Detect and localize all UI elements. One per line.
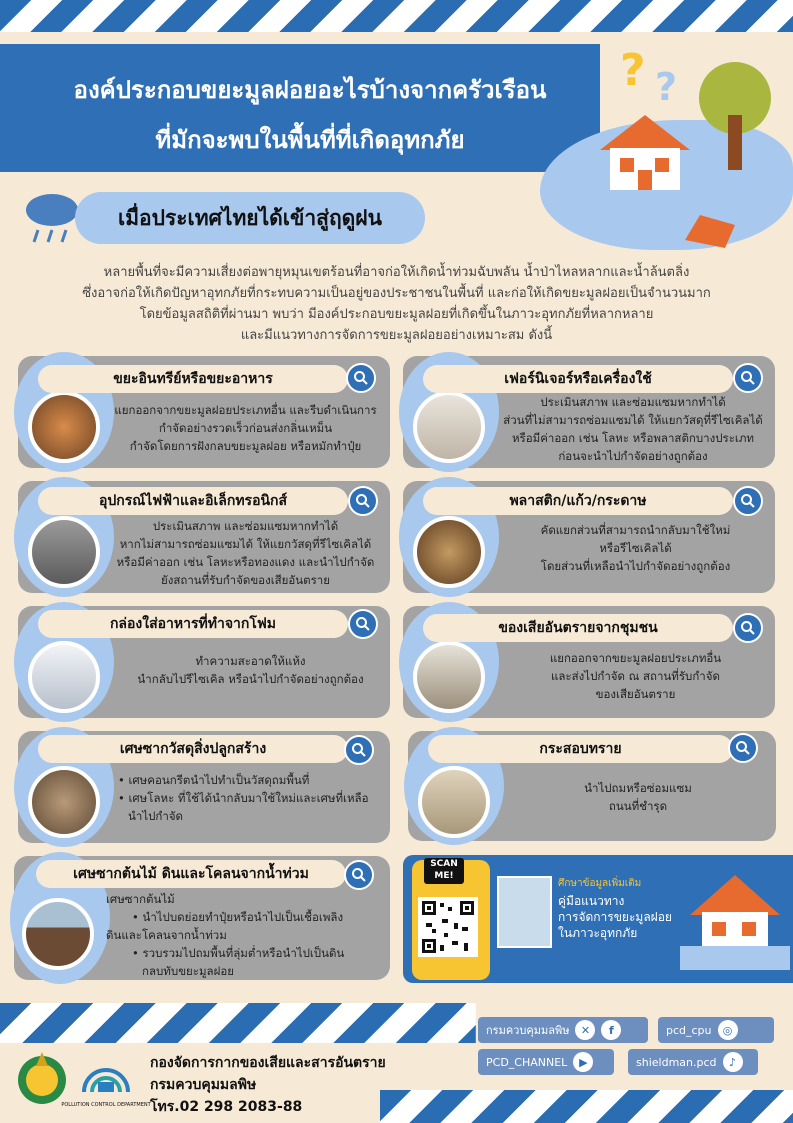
bullet-text: • เศษคอนกรีตนำไปทำเป็นวัสดุถมพื้นที่ [118,773,310,787]
youtube-handle[interactable]: PCD_CHANNEL ▶ [478,1049,614,1075]
card-title: กล่องใส่อาหารที่ทำจากโฟม [38,610,348,638]
card-text: นำไปถมหรือซ่อมแซม [584,781,692,795]
page-title-line2: ที่มักจะพบในพื้นที่ที่เกิดอุทกภัย [155,126,465,154]
magnifier-icon [344,735,374,765]
card-text: หรือมีค่าออก เช่น โลหะหรือทองแดง และนำไปกำจัด [116,555,375,569]
appliance-photo [28,516,100,588]
svg-text:?: ? [655,65,678,109]
card-title: อุปกรณ์ไฟฟ้าและอิเล็กทรอนิกส์ [38,487,348,515]
card-title: ขยะอินทรีย์หรือขยะอาหาร [38,365,348,393]
sandbag-photo [418,766,490,838]
card-title: เศษซากต้นไม้ ดินและโคลนจากน้ำท่วม [36,860,346,888]
sofa-photo [413,391,485,463]
org-department: กรมควบคุมมลพิษ [150,1077,257,1093]
card-foam-box [18,606,390,718]
card-title: ของเสียอันตรายจากชุมชน [423,614,733,642]
instagram-handle[interactable]: pcd_cpu ◎ [658,1017,774,1043]
bullet-text: • นำไปบดย่อยทำปุ๋ยหรือนำไปเป็นเชื้อเพลิง [132,910,344,924]
food-waste-photo [28,391,100,463]
card-plastic-glass-paper [403,481,775,593]
card-text: แยกออกจากขยะมูลฝอยประเภทอื่น และรีบดำเนินการ [114,403,377,417]
card-household-hazardous [403,606,775,718]
card-text: ดินและโคลนจากน้ำท่วม [106,928,227,942]
more-info-label: ศึกษาข้อมูลเพิ่มเติม [558,878,642,889]
debris-photo [28,766,100,838]
card-text: และส่งไปกำจัด ณ สถานที่รับกำจัด [551,669,720,683]
card-text: ทำความสะอาดให้แห้ง [195,654,306,668]
youtube-icon: ▶ [573,1052,593,1072]
intro-line: หลายพื้นที่จะมีความเสี่ยงต่อพายุหมุนเขตร้อนที่อาจก่อให้เกิดน้ำท่วมฉับพลัน น้ำป่าไหลหลากและน้ำล้นตลิ่ง [103,265,690,280]
magnifier-icon [344,860,374,890]
card-text: หรือมีค่าออก เช่น โลหะ หรือพลาสติกบางประเภท [511,431,755,445]
card-text: หากไม่สามารถซ่อมแซมได้ ให้แยกวัสดุที่รีไซเคิลได้ [119,537,372,551]
magnifier-icon [348,609,378,639]
magnifier-icon [728,733,758,763]
recyclables-photo [413,516,485,588]
card-text: ประเมินสภาพ และซ่อมแซมหากทำได้ [152,519,339,533]
card-text: โดยส่วนที่เหลือนำไปกำจัดอย่างถูกต้อง [540,559,731,573]
tiktok-handle[interactable]: shieldman.pcd ♪ [628,1049,758,1075]
scan-me-label: SCAN ME! [424,858,464,884]
facebook-x-handle[interactable]: กรมควบคุมมลพิษ ✕ f [478,1017,648,1043]
tiktok-icon: ♪ [723,1052,743,1072]
card-construction-debris [18,731,390,843]
card-tree-soil-mud [14,856,390,980]
floating-sofa-icon [680,210,740,250]
bullet-text: • รวบรวมไปถมพื้นที่ลุ่มต่ำหรือนำไปเป็นดิน [132,946,345,960]
bottom-stripe-band [380,1090,793,1123]
card-title: กระสอบทราย [428,735,733,763]
season-heading: เมื่อประเทศไทยได้เข้าสู่ฤดูฝน [75,192,425,244]
top-stripe-band [0,0,793,32]
rain-cloud-icon [22,190,82,245]
manual-title: คู่มือแนวทาง การจัดการขยะมูลฝอย ในภาวะอุทกภัย [558,894,672,940]
org-division: กองจัดการกากของเสียและสารอันตราย [150,1055,386,1071]
card-electronics [18,481,390,593]
card-furniture [403,356,775,468]
magnifier-icon [733,613,763,643]
mud-field-photo [22,898,94,970]
svg-text:?: ? [620,45,646,96]
bullet-text: กลบทับขยะมูลฝอย [142,964,234,978]
magnifier-icon [733,486,763,516]
card-text: หรือรีไซเคิลได้ [599,541,672,555]
pcd-logo [61,1052,151,1112]
card-text: ของเสียอันตราย [595,687,676,701]
org-phone: โทร.02 298 2083-88 [150,1099,303,1115]
tree-icon [690,60,780,170]
card-text: ถนนที่ชำรุด [608,799,668,813]
card-text: คัดแยกส่วนที่สามารถนำกลับมาใช้ใหม่ [540,523,731,537]
card-text: เศษซากต้นไม้ [106,892,175,906]
facebook-icon: f [601,1020,621,1040]
card-title: เศษซากวัสดุสิ่งปลูกสร้าง [38,735,348,763]
intro-paragraph [40,262,753,346]
magnifier-icon [733,363,763,393]
card-title: เฟอร์นิเจอร์หรือเครื่องใช้ [423,365,733,393]
page-title-line1: องค์ประกอบขยะมูลฝอยอะไรบ้างจากครัวเรือน [73,76,547,104]
question-mark-icon [615,40,695,110]
card-text: นำกลับไปรีไซเคิล หรือนำไปกำจัดอย่างถูกต้อง [137,672,364,686]
intro-line: ซึ่งอาจก่อให้เกิดปัญหาอุทกภัยที่กระทบความเป็นอยู่ของประชาชนในพื้นที่ และก่อให้เกิดขยะมูลฝอยเป็นจำนวนมาก [82,286,711,301]
magnifier-icon [348,486,378,516]
card-text: กำจัดโดยการฝังกลบขยะมูลฝอย หรือหมักทำปุ๋ย [129,439,362,453]
bullet-text: นำไปกำจัด [128,809,184,823]
card-text: แยกออกจากขยะมูลฝอยประเภทอื่น [549,651,722,665]
card-text: ส่วนที่ไม่สามารถซ่อมแซมได้ ให้แยกวัสดุที่รีไซเคิลได้ [503,413,763,427]
card-sandbags [408,731,776,841]
foam-box-photo [28,641,100,713]
card-title: พลาสติก/แก้ว/กระดาษ [423,487,733,515]
card-text: ประเมินสภาพ และซ่อมแซมหากทำได้ [540,395,726,409]
card-text: ยังสถานที่รับกำจัดของเสียอันตราย [160,573,331,587]
card-organic-waste [18,356,390,468]
qr-code[interactable] [418,897,478,957]
manual-cover-thumbnail[interactable] [497,876,552,948]
ministry-seal-logo [14,1048,70,1108]
instagram-icon: ◎ [718,1020,738,1040]
bullet-text: • เศษโลหะ ที่ใช้ได้นำกลับมาใช้ใหม่และเศษที่เหลือ [118,791,369,805]
intro-line: โดยข้อมูลสถิติที่ผ่านมา พบว่า มีองค์ประกอบขยะมูลฝอยที่เกิดขึ้นในภาวะอุทกภัยที่หลากหลาย [139,307,654,322]
magnifier-icon [346,363,376,393]
flooded-house-icon [680,860,790,970]
pcd-logo-caption: POLLUTION CONTROL DEPARTMENT [61,1102,151,1108]
x-icon: ✕ [575,1020,595,1040]
card-text: ก่อนจะนำไปกำจัดอย่างถูกต้อง [558,449,708,463]
card-text: กำจัดอย่างรวดเร็วก่อนส่งกลิ่นเหม็น [158,421,333,435]
intro-line: และมีแนวทางการจัดการขยะมูลฝอยอย่างเหมาะสม ดังนี้ [240,328,553,343]
flooded-house-icon [590,110,700,195]
hazard-containers-photo [413,641,485,713]
